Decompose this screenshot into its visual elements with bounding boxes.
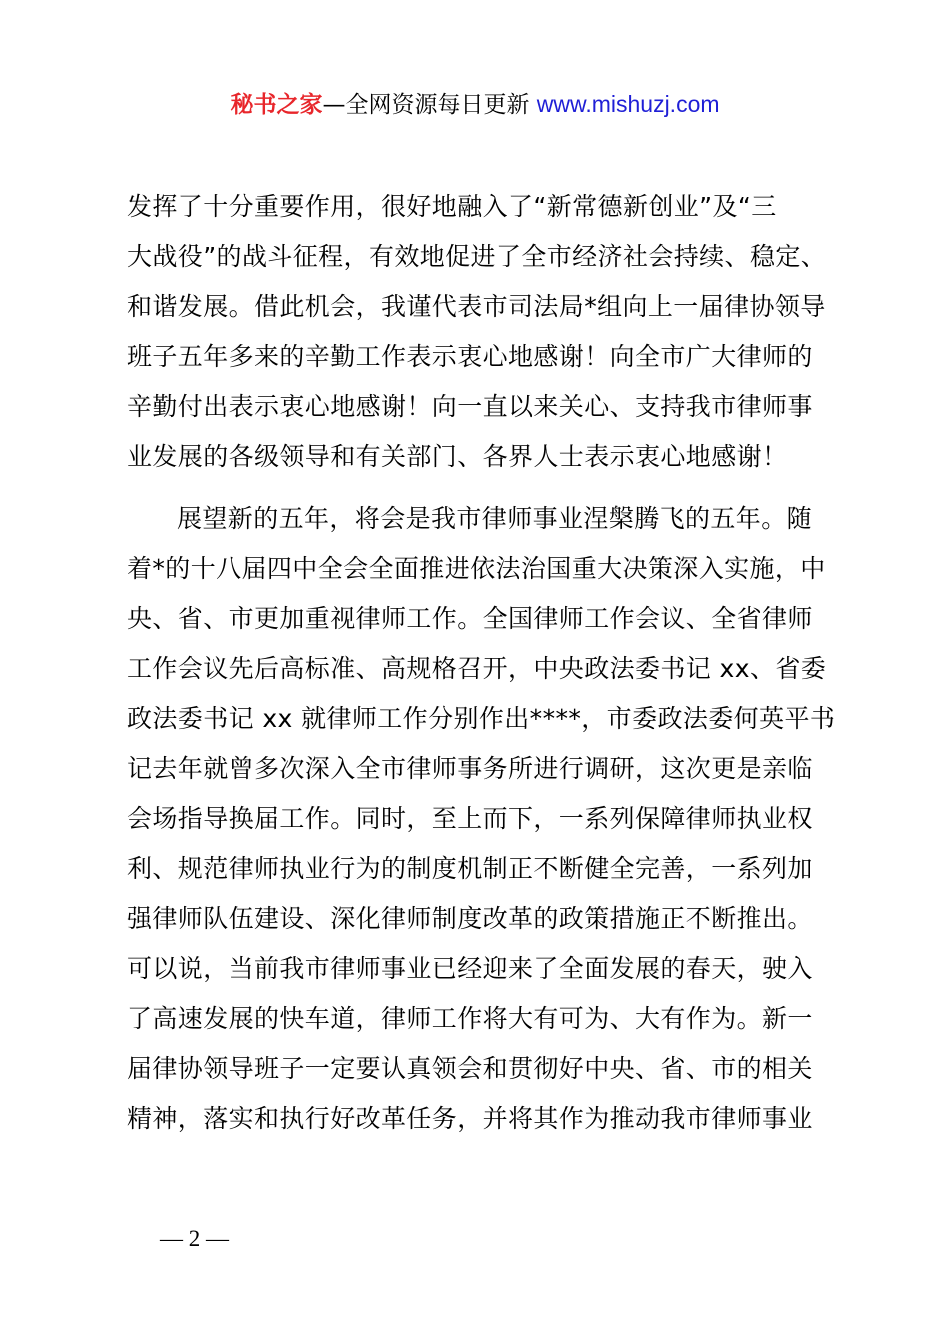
site-link[interactable]: www.mishuzj.com (536, 91, 720, 117)
text-line: 业发展的各级领导和有关部门、各界人士表示衷心地感谢！ (127, 442, 788, 471)
header-tagline: —全网资源每日更新 (322, 92, 530, 118)
text-line: 记去年就曾多次深入全市律师事务所进行调研，这次更是亲临 (127, 754, 813, 783)
text-line: 和谐发展。借此机会，我谨代表市司法局*组向上一届律协领导 (127, 292, 826, 321)
page-number: — 2 — (160, 1226, 229, 1251)
text-line: 央、省、市更加重视律师工作。全国律师工作会议、全省律师 (127, 604, 813, 633)
brand-name: 秘书之家 (230, 92, 323, 118)
text-line: 了高速发展的快车道，律师工作将大有可为、大有作为。新一 (127, 1004, 813, 1033)
text-line: 工作会议先后高标准、高规格召开，中央政法委书记 xx、省委 (127, 654, 827, 683)
text-line: 班子五年多来的辛勤工作表示衷心地感谢！向全市广大律师的 (127, 342, 813, 371)
text-line: 发挥了十分重要作用，很好地融入了“新常德新创业”及“三 (127, 192, 777, 221)
text-line: 着*的十八届四中全会全面推进依法治国重大决策深入实施，中 (127, 554, 826, 583)
text-line: 辛勤付出表示衷心地感谢！向一直以来关心、支持我市律师事 (127, 392, 813, 421)
paragraph-1 (127, 182, 837, 482)
text-line: 展望新的五年，将会是我市律师事业涅槃腾飞的五年。随 (177, 504, 813, 533)
text-line: 政法委书记 xx 就律师工作分别作出****，市委政法委何英平书 (127, 704, 836, 733)
text-line: 强律师队伍建设、深化律师制度改革的政策措施正不断推出。 (127, 904, 813, 933)
text-line: 会场指导换届工作。同时，至上而下，一系列保障律师执业权 (127, 804, 813, 833)
page-header (0, 88, 950, 121)
text-line: 精神，落实和执行好改革任务，并将其作为推动我市律师事业 (127, 1104, 813, 1133)
text-line: 届律协领导班子一定要认真领会和贯彻好中央、省、市的相关 (127, 1054, 813, 1083)
text-line: 可以说，当前我市律师事业已经迎来了全面发展的春天，驶入 (127, 954, 813, 983)
paragraph-2 (127, 494, 837, 1144)
text-line: 大战役”的战斗征程，有效地促进了全市经济社会持续、稳定、 (127, 242, 827, 271)
text-line: 利、规范律师执业行为的制度机制正不断健全完善，一系列加 (127, 854, 813, 883)
